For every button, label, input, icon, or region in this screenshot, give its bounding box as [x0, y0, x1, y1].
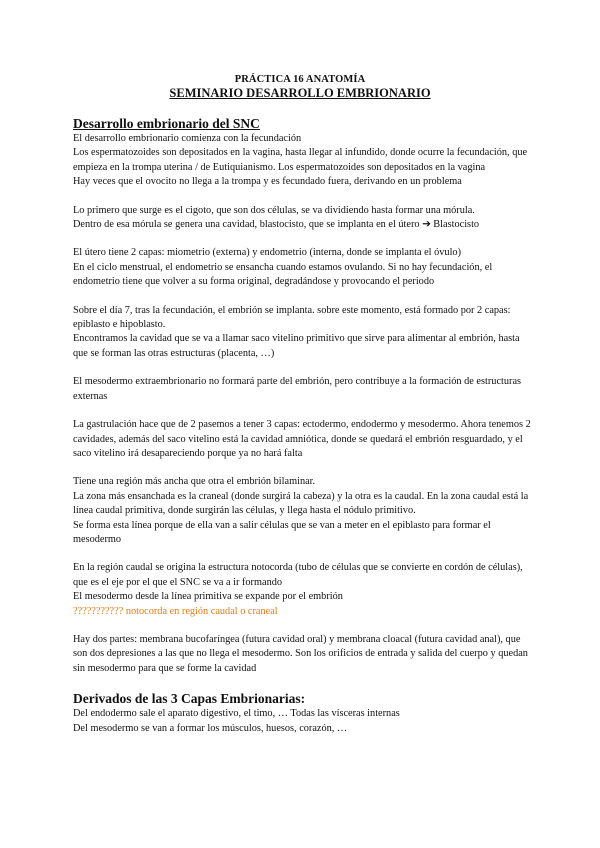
paragraph-line: Se forma esta línea porque de ella van a salir células que se van a meter en el epiblasto para formar el mesodermo — [73, 519, 491, 545]
paragraph-line: Encontramos la cavidad que se va a llamar saco vitelino primitivo que sirve para alimentar al embrión, hasta que se forman las otras estructuras (placenta, …) — [73, 333, 520, 359]
paragraph-line: La zona más ensanchada es la craneal (donde surgirá la cabeza) y la otra es la caudal. En la zona caudal está la línea caudal primitiva, donde surgirán las células, y llega hasta el nódulo primitivo. — [73, 490, 529, 517]
paragraph-line: Tiene una región más ancha que otra el embrión bilaminar. — [73, 476, 316, 488]
practice-title: PRÁCTICA 16 ANATOMÍA — [234, 74, 366, 85]
paragraph-line: Del endodermo sale el aparato digestivo, el timo, … Todas las vísceras internas — [73, 708, 400, 720]
paragraph-line: El mesodermo desde la línea primitiva se expande por el embrión — [73, 591, 343, 603]
paragraph-line: Lo primero que surge es el cigoto, que son dos células, se va dividiendo hasta formar una mórula. — [73, 204, 475, 216]
paragraph-line: Los espermatozoides son depositados en la vagina, hasta llegar al infundido, donde ocurre la fecundación, que empieza en la trompa uterina / de Eutiquianismo. Los espermatozoides son depositados en la vagina — [73, 147, 528, 173]
paragraph-line: Hay dos partes: membrana bucofaríngea (futura cavidad oral) y membrana cloacal (futura cavidad anal), que son dos depresiones a las que no llega el mesodermo. Son los orificios de entrada y salida del cuerpo y quedan sin mesodermo para que se forme la cavidad — [73, 633, 528, 674]
paragraph-line: Hay veces que el ovocito no llega a la trompa y es fecundado fuera, derivando en un problema — [73, 176, 462, 188]
paragraph-line: En el ciclo menstrual, el endometrio se ensancha cuando estamos ovulando. Si no hay fecundación, el endometrio tiene que volver a su forma original, degradándose y provocando el periodo — [73, 261, 493, 288]
seminar-title: SEMINARIO DESARROLLO EMBRIONARIO — [169, 86, 431, 100]
document-body — [73, 115, 533, 736]
paragraph-line: El útero tiene 2 capas: miometrio (externa) y endometrio (interna, donde se implanta el óvulo) — [73, 247, 462, 259]
paragraph-line: La gastrulación hace que de 2 pasemos a tener 3 capas: ectodermo, endodermo y mesodermo. Ahora tenemos 2 cavidades, además del saco vitelino está la cavidad amniótica, donde se quedará el embrión resguardado, y el saco vitelino irá desapareciendo porque ya no hará falta — [73, 419, 531, 459]
section-heading-snc: Desarrollo embrionario del SNC — [73, 116, 260, 131]
paragraph-line: El mesodermo extraembrionario no formará parte del embrión, pero contribuye a la formación de estructuras externas — [73, 376, 522, 402]
paragraph-line: Sobre el día 7, tras la fecundación, el embrión se implanta. sobre este momento, está formado por 2 capas: epiblasto e hipoblasto. — [73, 304, 511, 331]
paragraph-line: Dentro de esa mórula se genera una cavidad, blastocisto, que se implanta en el útero ➔ Blastocisto — [73, 219, 480, 231]
paragraph-line: En la región caudal se origina la estructura notocorda (tubo de células que se convierte en cordón de células), que es el eje por el que el SNC se va a ir formando — [73, 562, 523, 588]
paragraph-line: Del mesodermo se van a formar los músculos, huesos, corazón, … — [73, 722, 348, 734]
question-note: ??????????? notocorda en región caudal o craneal — [73, 605, 278, 617]
paragraph-line: El desarrollo embrionario comienza con la fecundación — [73, 133, 302, 144]
section-heading-derivados: Derivados de las 3 Capas Embrionarias: — [73, 691, 306, 707]
